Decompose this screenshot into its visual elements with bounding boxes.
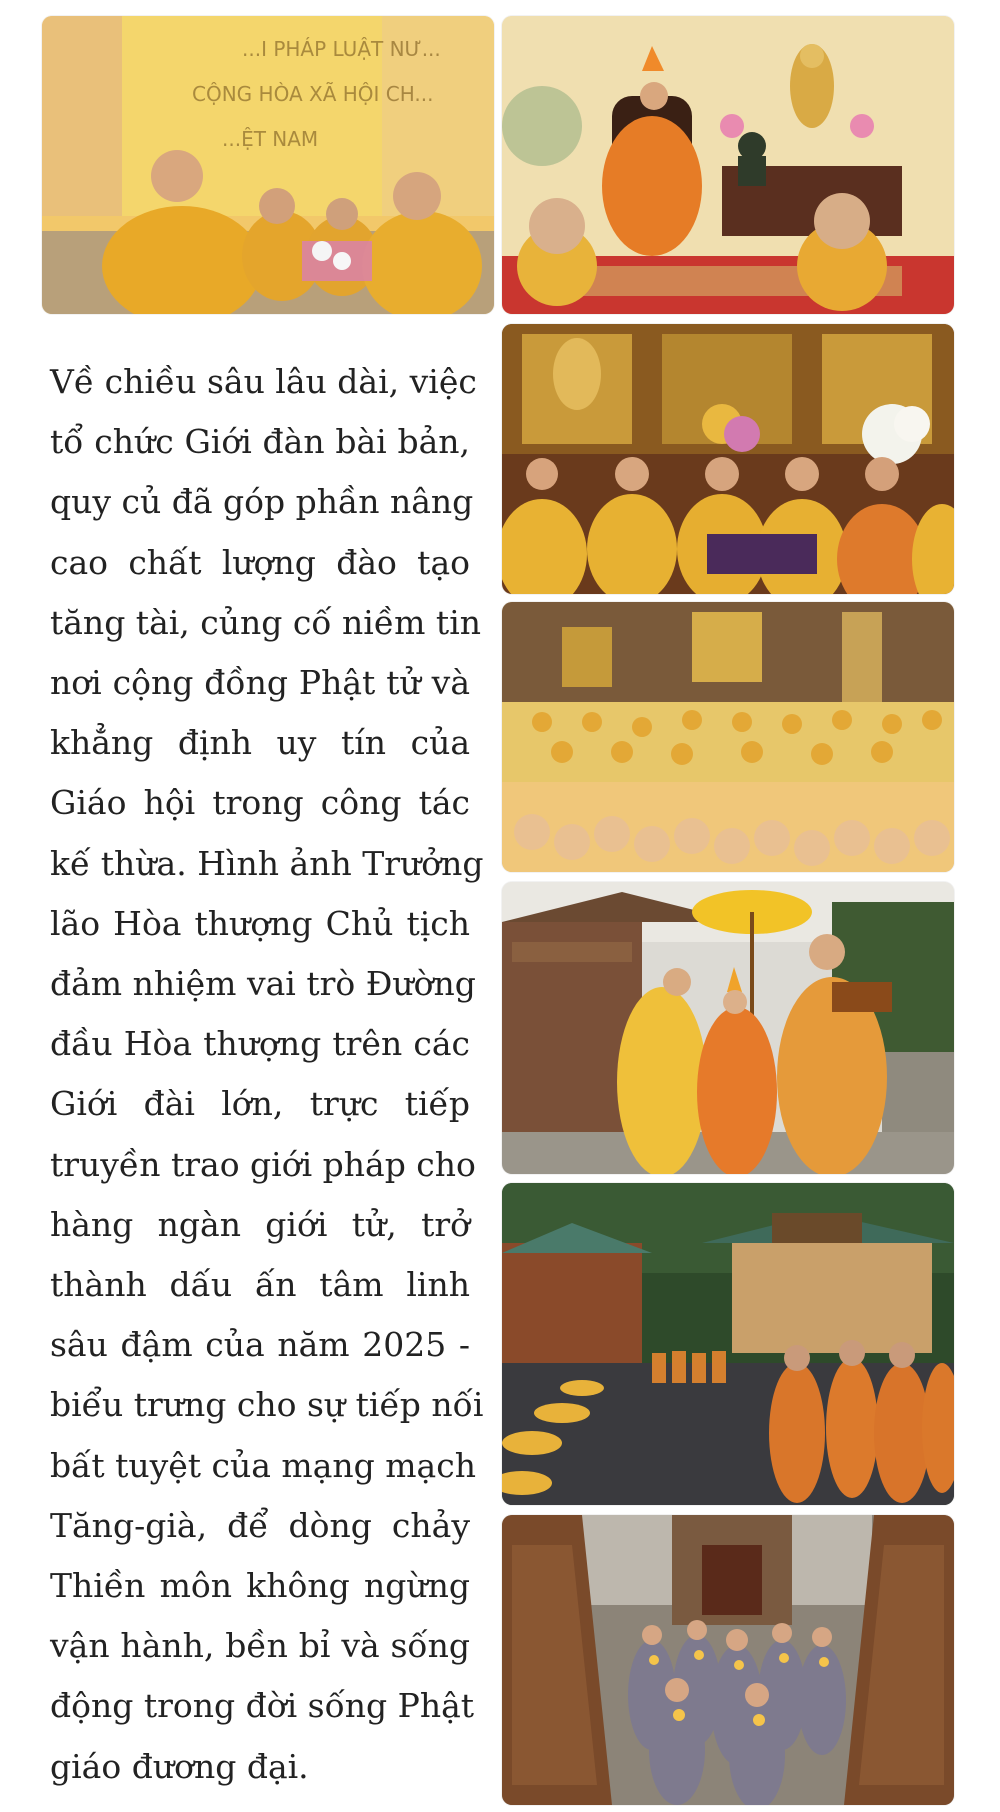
paragraph-line: kế thừa. Hình ảnh Trưởng: [50, 843, 484, 883]
paragraph-line: đảm nhiệm vai trò Đường: [50, 964, 476, 1004]
paragraph-line: hàng ngàn giới tử, trở: [50, 1204, 470, 1244]
banner-text-3: ...ỆT NAM: [222, 127, 319, 151]
photo-procession-parasol: [502, 882, 954, 1174]
paragraph-line: biểu trưng cho sự tiếp nối: [50, 1385, 484, 1425]
paragraph-line: giáo đương đại.: [50, 1746, 309, 1786]
paragraph-line: sâu đậm của năm 2025 -: [50, 1325, 470, 1365]
banner-text-2: CỘNG HÒA XÃ HỘI CH...: [192, 82, 434, 106]
photo-temple-courtyard: [502, 1183, 954, 1505]
paragraph-line: nơi cộng đồng Phật tử và: [50, 663, 470, 703]
paragraph-line: Tăng-già, để dòng chảy: [50, 1505, 470, 1545]
photo-monks-conference: [42, 16, 494, 314]
paragraph-line: tăng tài, củng cố niềm tin: [50, 602, 481, 642]
paragraph-line: tổ chức Giới đàn bài bản,: [50, 422, 470, 462]
paragraph-line: thành dấu ấn tâm linh: [50, 1265, 470, 1305]
photo-candle-ceremony: [502, 1515, 954, 1805]
banner-text-1: ...I PHÁP LUẬT NƯ...: [242, 37, 441, 61]
article-paragraph: [50, 352, 484, 1797]
photo-monks-golden-altar: [502, 324, 954, 594]
paragraph-line: truyền trao giới pháp cho: [50, 1144, 476, 1184]
paragraph-line: Về chiều sâu lâu dài, việc: [50, 362, 477, 401]
paragraph-line: Giới đài lớn, trực tiếp: [50, 1084, 470, 1124]
paragraph-line: đầu Hòa thượng trên các: [50, 1024, 470, 1064]
paragraph-line: bất tuyệt của mạng mạch: [50, 1445, 476, 1485]
paragraph-line: lão Hòa thượng Chủ tịch: [50, 903, 470, 943]
paragraph-line: vận hành, bền bỉ và sống: [50, 1626, 470, 1666]
paragraph-line: cao chất lượng đào tạo: [50, 542, 470, 582]
paragraph-line: Giáo hội trong công tác: [50, 783, 470, 823]
paragraph-line: khẳng định uy tín của: [50, 723, 470, 763]
paragraph-line: động trong đời sống Phật: [50, 1686, 475, 1726]
paragraph-line: Thiền môn không ngừng: [50, 1566, 470, 1606]
photo-ordination-hall: [502, 602, 954, 872]
photo-elder-monk-throne: [502, 16, 954, 314]
paragraph-line: quy củ đã góp phần nâng: [50, 482, 474, 522]
